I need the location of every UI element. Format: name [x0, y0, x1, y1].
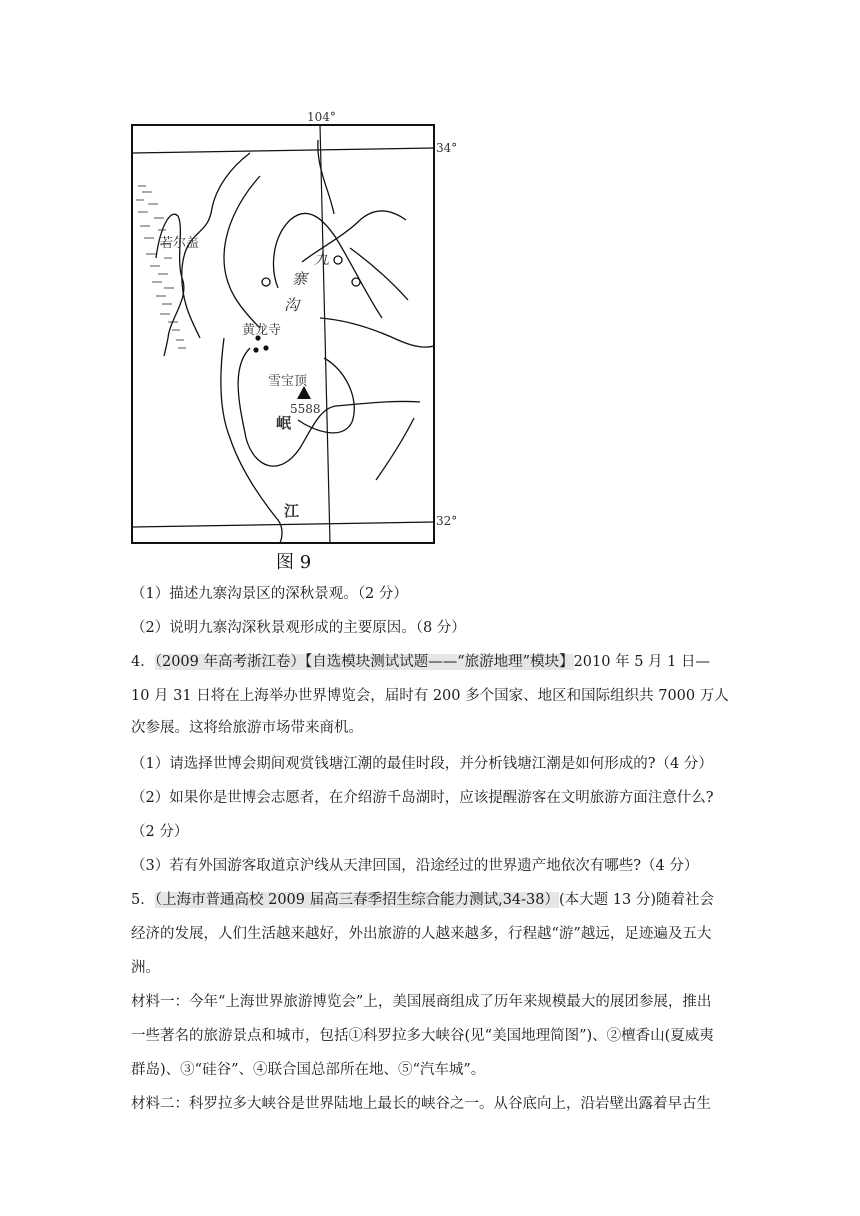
scenic-site-circle: [352, 278, 360, 286]
question-4-line-1: [131, 652, 710, 672]
question-4-2: （2）如果你是世博会志愿者，在介绍游千岛湖时，应该提醒游客在文明旅游方面注意什么?: [131, 790, 714, 806]
scenic-site-circle: [334, 256, 342, 264]
river-minjiang: [221, 338, 282, 543]
marsh-symbols: [136, 186, 186, 348]
place-jiuzhaigou-char-3: 沟: [284, 296, 300, 314]
elevation-label: 5588: [290, 402, 321, 416]
river-east-2: [320, 318, 434, 347]
river-east-3: [350, 248, 408, 300]
question-4-line-2: 10 月 31 日将在上海举办世界博览会，届时有 200 多个国家、地区和国际组织共 7000 万人: [131, 688, 729, 704]
river-center-north: [224, 176, 260, 328]
question-5-line-3: 洲。: [131, 960, 160, 976]
place-jiuzhaigou-char-1: 九: [314, 250, 330, 268]
rivers: [156, 140, 434, 543]
huanglong-dot: [253, 347, 258, 352]
question-5-source: （上海市普通高校 2009 届高三春季招生综合能力测试,34-38）: [154, 892, 560, 908]
question-4-3: （3）若有外国游客取道京沪线从天津回国，沿途经过的世界遗产地依次有哪些?（4 分）: [131, 858, 699, 874]
question-4-number: 4．: [131, 654, 155, 670]
question-5-text-start: (本大题 13 分)随着社会: [559, 892, 714, 908]
latitude-label-top: 34°: [436, 141, 458, 155]
river-label-jiang: 江: [284, 502, 300, 520]
longitude-104-line: [320, 125, 330, 543]
river-label-min: 岷: [276, 414, 292, 432]
material-1-line-3: 群岛)、③“硅谷”、④联合国总部所在地、⑤“汽车城”。: [131, 1062, 486, 1078]
map-drawing: [120, 108, 470, 548]
place-huanglongsi: 黄龙寺: [242, 323, 282, 338]
question-5-line-2: 经济的发展，人们生活越来越好，外出旅游的人越来越多，行程越“游”越远，足迹遍及五大: [131, 926, 712, 942]
river-south-branch: [238, 348, 420, 466]
map-frame: [132, 125, 434, 543]
question-4-text-start: 2010 年 5 月 1 日—: [573, 654, 710, 670]
latitude-34-line: [132, 148, 434, 153]
river-southeast: [376, 418, 414, 480]
place-ruoergai: 若尔盖: [160, 236, 200, 251]
question-4-line-3: 次参展。这将给旅游市场带来商机。: [131, 720, 363, 736]
question-3-2: （2）说明九寨沟深秋景观形成的主要原因。（8 分）: [131, 620, 466, 636]
material-2-line-1: 材料二：科罗拉多大峡谷是世界陆地上最长的峡谷之一。从谷底向上，沿岩壁出露着早古生: [131, 1096, 711, 1112]
place-xuebaoding: 雪宝顶: [268, 374, 308, 389]
question-5-line-1: [131, 890, 714, 910]
figure-caption: 图 9: [276, 552, 312, 573]
question-4-source: （2009 年高考浙江卷）【自选模块测试试题——“旅游地理”模块】: [154, 654, 574, 670]
material-1-line-2: 一些著名的旅游景点和城市，包括①科罗拉多大峡谷(见“美国地理简图”)、②檀香山(夏威夷: [131, 1028, 714, 1044]
map-figure: [120, 108, 470, 578]
latitude-32-line: [132, 522, 434, 527]
place-jiuzhaigou-char-2: 寨: [292, 270, 308, 288]
latitude-label-bottom: 32°: [436, 514, 458, 528]
question-4-1: （1）请选择世博会期间观赏钱塘江潮的最佳时段，并分析钱塘江潮是如何形成的?（4 分）: [131, 756, 713, 772]
question-3-1: （1）描述九寨沟景区的深秋景观。（2 分）: [131, 586, 408, 602]
huanglong-dot: [263, 345, 268, 350]
longitude-label: 104°: [307, 110, 336, 124]
question-5-number: 5．: [131, 892, 155, 908]
scenic-site-circle: [262, 278, 270, 286]
question-4-2-score: （2 分）: [131, 824, 189, 840]
material-1-line-1: 材料一：今年“上海世界旅游博览会”上，美国展商组成了历年来规模最大的展团参展，推出: [131, 994, 712, 1010]
